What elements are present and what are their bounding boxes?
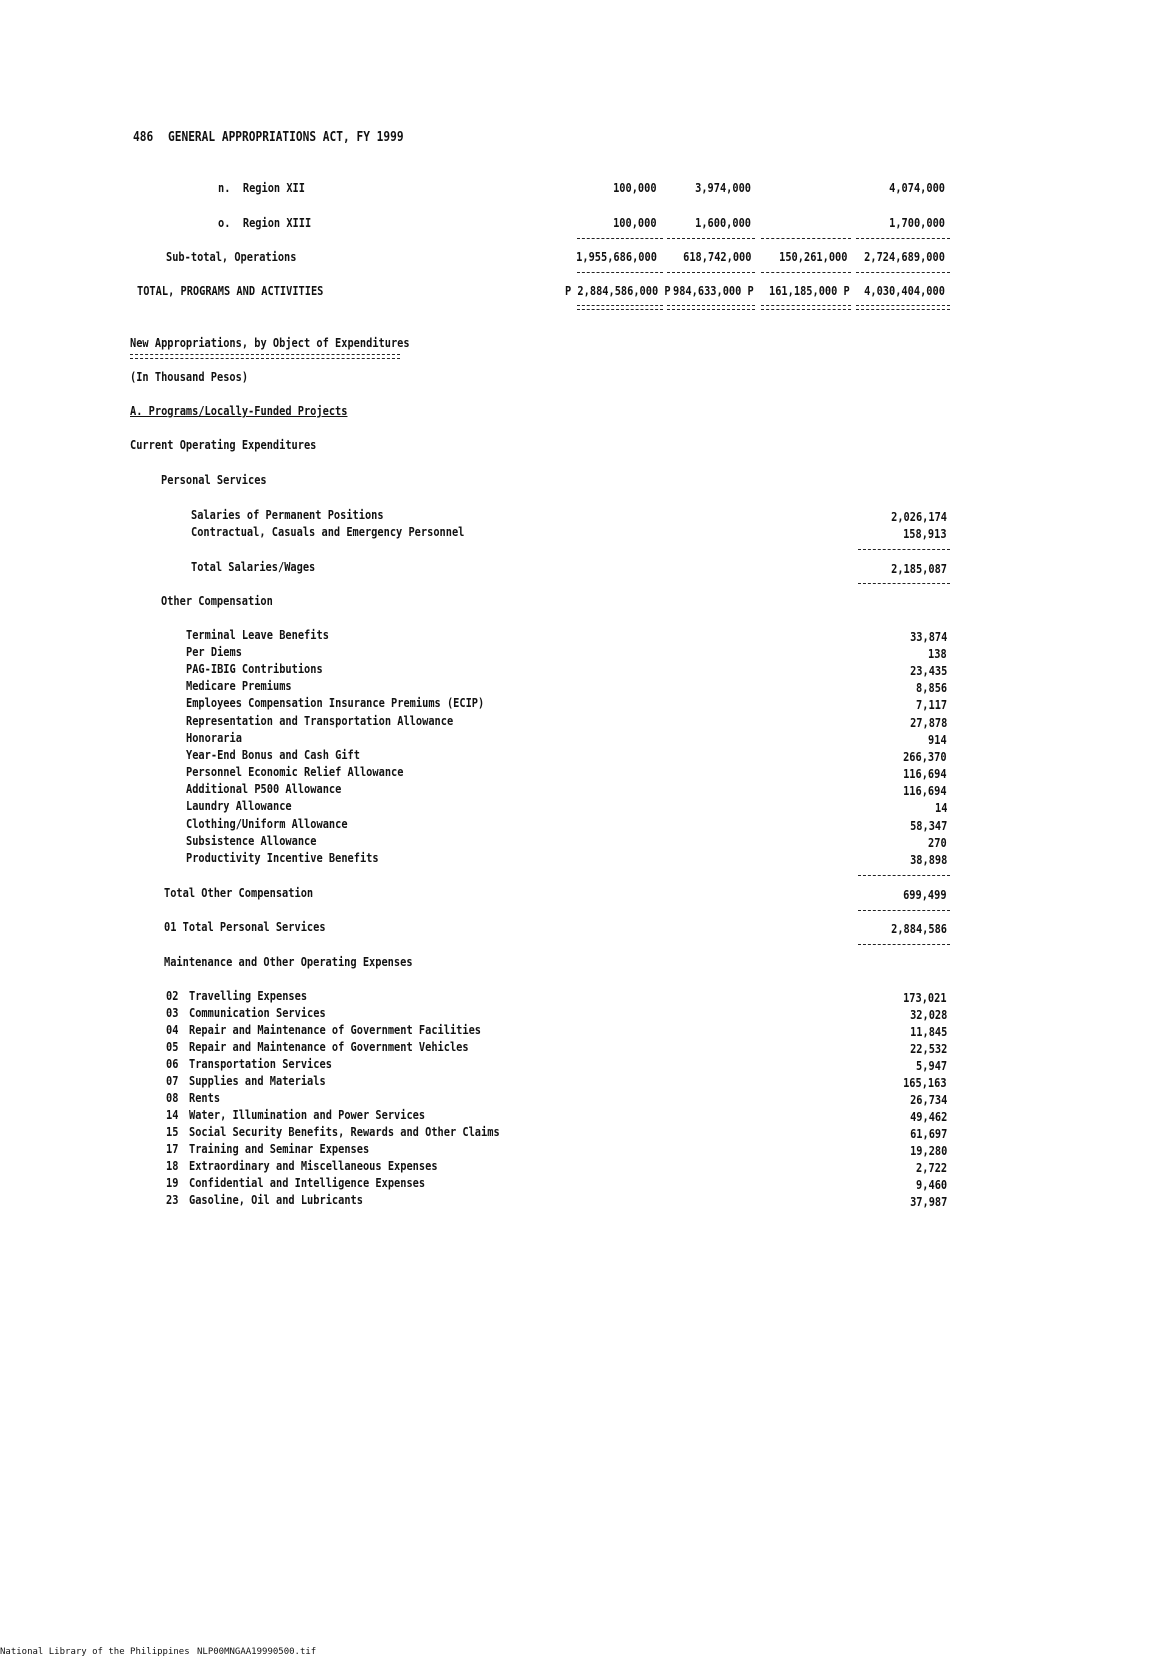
line-item-label: PAG-IBIG Contributions: [186, 662, 323, 676]
expense-code: 23: [166, 1193, 179, 1207]
rule: [858, 910, 950, 911]
total-programs-label: TOTAL, PROGRAMS AND ACTIVITIES: [137, 284, 324, 298]
line-item-label: Confidential and Intelligence Expenses: [189, 1176, 426, 1190]
expense-code: 19: [166, 1176, 179, 1190]
line-item-label: Extraordinary and Miscellaneous Expenses: [189, 1159, 438, 1173]
unit-label: (In Thousand Pesos): [130, 370, 249, 384]
line-item-value: 7,117: [915, 698, 947, 712]
rule: [856, 238, 950, 239]
rule: [858, 875, 950, 876]
line-item-value: 2,026,174: [891, 510, 947, 524]
line-item-value: 266,370: [903, 750, 947, 764]
expense-code: 08: [166, 1091, 179, 1105]
line-item-label: Training and Seminar Expenses: [189, 1142, 370, 1156]
line-item-value: 2,722: [915, 1161, 947, 1175]
line-item-label: Transportation Services: [189, 1057, 332, 1071]
line-item-value: 49,462: [909, 1110, 947, 1124]
expense-code: 18: [166, 1159, 179, 1173]
line-item-label: Social Security Benefits, Rewards and Other Claims: [189, 1125, 500, 1139]
subtotal-col1: 1,955,686,000: [576, 250, 657, 264]
line-item-label: Clothing/Uniform Allowance: [186, 817, 348, 831]
other-comp-title: Other Compensation: [161, 594, 273, 608]
double-rule: [856, 305, 950, 310]
region-col4: 4,074,000: [889, 181, 945, 195]
line-item-value: 23,435: [909, 664, 947, 678]
total-salaries-value: 2,185,087: [891, 562, 947, 576]
subtotal-col2: 618,742,000: [682, 250, 751, 264]
rule: [667, 238, 755, 239]
region-label: n. Region XII: [218, 181, 305, 195]
line-item-value: 5,947: [915, 1059, 947, 1073]
line-item-label: Travelling Expenses: [189, 989, 308, 1003]
line-item-label: Communication Services: [189, 1006, 326, 1020]
line-item-label: Medicare Premiums: [186, 679, 292, 693]
line-item-label: Personnel Economic Relief Allowance: [186, 765, 404, 779]
line-item-label: Terminal Leave Benefits: [186, 628, 329, 642]
region-col1: 100,000: [613, 216, 657, 230]
expense-code: 02: [166, 989, 179, 1003]
line-item-value: 22,532: [909, 1042, 947, 1056]
rule: [761, 272, 851, 273]
line-item-value: 138: [928, 647, 947, 661]
line-item-label: Year-End Bonus and Cash Gift: [186, 748, 360, 762]
total-programs-col1: P 2,884,586,000 P: [565, 284, 671, 298]
total-programs-col2: 984,633,000 P: [673, 284, 754, 298]
line-item-value: 9,460: [915, 1178, 947, 1192]
line-item-value: 8,856: [915, 681, 947, 695]
rule: [856, 272, 950, 273]
line-item-value: 14: [934, 801, 947, 815]
rule: [858, 944, 950, 945]
subtotal-col4: 2,724,689,000: [864, 250, 945, 264]
section-title: New Appropriations, by Object of Expenditures: [130, 336, 410, 350]
line-item-label: Rents: [189, 1091, 221, 1105]
rule: [858, 549, 950, 550]
line-item-value: 914: [928, 733, 947, 747]
line-item-value: 33,874: [909, 630, 947, 644]
line-item-value: 165,163: [903, 1076, 947, 1090]
rule: [761, 238, 851, 239]
line-item-label: Subsistence Allowance: [186, 834, 317, 848]
rule: [577, 272, 663, 273]
subtotal-col3: 150,261,000: [778, 250, 847, 264]
line-item-value: 116,694: [903, 784, 947, 798]
line-item-value: 27,878: [909, 716, 947, 730]
line-item-value: 38,898: [909, 853, 947, 867]
line-item-value: 173,021: [903, 991, 947, 1005]
region-col4: 1,700,000: [889, 216, 945, 230]
line-item-label: Gasoline, Oil and Lubricants: [189, 1193, 363, 1207]
expense-code: 07: [166, 1074, 179, 1088]
expense-code: 17: [166, 1142, 179, 1156]
footer-file: NLP00MNGAA19990500.tif: [197, 1647, 317, 1657]
region-col2: 1,600,000: [695, 216, 751, 230]
line-item-label: Contractual, Casuals and Emergency Personnel: [191, 525, 465, 539]
personal-services-title: Personal Services: [161, 473, 267, 487]
region-col2: 3,974,000: [695, 181, 751, 195]
region-col1: 100,000: [613, 181, 657, 195]
subtotal-label: Sub-total, Operations: [166, 250, 297, 264]
subsection-title: A. Programs/Locally-Funded Projects: [130, 404, 348, 418]
line-item-label: Honoraria: [186, 731, 242, 745]
expense-code: 05: [166, 1040, 179, 1054]
line-item-value: 61,697: [909, 1127, 947, 1141]
line-item-value: 37,987: [909, 1195, 947, 1209]
double-rule: [761, 305, 851, 310]
line-item-label: Additional P500 Allowance: [186, 782, 342, 796]
line-item-value: 11,845: [909, 1025, 947, 1039]
expense-code: 15: [166, 1125, 179, 1139]
line-item-label: Employees Compensation Insurance Premiums (ECIP): [186, 696, 485, 710]
double-rule: [130, 354, 400, 359]
line-item-label: Representation and Transportation Allowance: [186, 714, 454, 728]
line-item-label: Laundry Allowance: [186, 799, 292, 813]
page-header-title: GENERAL APPROPRIATIONS ACT, FY 1999: [168, 130, 404, 145]
total-ps-value: 2,884,586: [891, 922, 947, 936]
line-item-label: Salaries of Permanent Positions: [191, 508, 384, 522]
line-item-label: Water, Illumination and Power Services: [189, 1108, 426, 1122]
total-other-value: 699,499: [903, 888, 947, 902]
line-item-value: 19,280: [909, 1144, 947, 1158]
line-item-value: 116,694: [903, 767, 947, 781]
rule: [858, 583, 950, 584]
line-item-value: 32,028: [909, 1008, 947, 1022]
page-number: 486: [133, 130, 154, 145]
line-item-value: 26,734: [909, 1093, 947, 1107]
category-title: Current Operating Expenditures: [130, 438, 317, 452]
expense-code: 03: [166, 1006, 179, 1020]
expense-code: 04: [166, 1023, 179, 1037]
line-item-value: 270: [928, 836, 947, 850]
rule: [577, 238, 663, 239]
total-salaries-label: Total Salaries/Wages: [191, 560, 316, 574]
expense-code: 14: [166, 1108, 179, 1122]
line-item-label: Repair and Maintenance of Government Facilities: [189, 1023, 482, 1037]
line-item-label: Repair and Maintenance of Government Vehicles: [189, 1040, 469, 1054]
line-item-label: Per Diems: [186, 645, 242, 659]
total-other-label: Total Other Compensation: [164, 886, 314, 900]
double-rule: [577, 305, 663, 310]
line-item-label: Supplies and Materials: [189, 1074, 326, 1088]
total-programs-col4: 4,030,404,000: [864, 284, 945, 298]
total-programs-col3: 161,185,000 P: [769, 284, 850, 298]
line-item-value: 58,347: [909, 819, 947, 833]
rule: [667, 272, 755, 273]
footer-library: National Library of the Philippines: [0, 1647, 190, 1657]
region-label: o. Region XIII: [218, 216, 312, 230]
expense-code: 06: [166, 1057, 179, 1071]
total-ps-label: 01 Total Personal Services: [164, 920, 326, 934]
double-rule: [667, 305, 755, 310]
line-item-value: 158,913: [903, 527, 947, 541]
mooe-title: Maintenance and Other Operating Expenses: [164, 955, 413, 969]
line-item-label: Productivity Incentive Benefits: [186, 851, 379, 865]
